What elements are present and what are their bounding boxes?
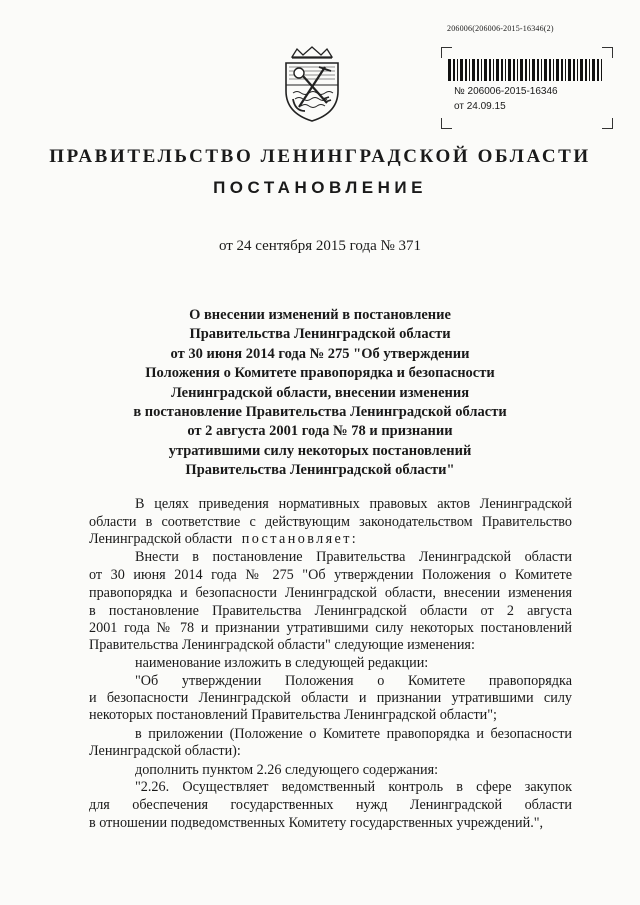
body-line: в приложении (Положение о Комитете правопорядка и безопасности: [135, 726, 572, 742]
body-line: в постановление Правительства Ленинградской области от 2 августа: [89, 603, 572, 619]
coat-of-arms-emblem: [279, 45, 345, 123]
body-line: дополнить пунктом 2.26 следующего содержания:: [135, 762, 439, 778]
body-line: некоторых постановлений Правительства Ленинградской области";: [89, 707, 497, 723]
government-title: ПРАВИТЕЛЬСТВО ЛЕНИНГРАДСКОЙ ОБЛАСТИ: [49, 146, 591, 167]
subject-line: Ленинградской области, внесении изменения: [170, 384, 470, 401]
body-line: правопорядка и безопасности Ленинградской области, внесении изменения: [89, 585, 572, 601]
body-line: Внести в постановление Правительства Ленинградской области: [135, 549, 572, 565]
body-line: Ленинградской области):: [89, 743, 241, 759]
body-line: от 30 июня 2014 года № 275 "Об утверждении Положения о Комитете: [89, 567, 572, 583]
registration-stamp: [441, 47, 613, 129]
document-date-line: от 24 сентября 2015 года № 371: [218, 238, 422, 254]
body-line: и безопасности Ленинградской области и признании утратившими силу: [89, 690, 572, 706]
subject-line: Правительства Ленинградской области": [185, 462, 455, 479]
body-line: [89, 531, 358, 549]
stamp-corner: [602, 47, 613, 58]
subject-line: утратившими силу некоторых постановлений: [168, 442, 472, 459]
body-line: области в соответствие с действующим законодательством Правительство: [89, 514, 572, 530]
stamp-date: от 24.09.15: [454, 101, 506, 112]
operative-word: постановляет:: [241, 531, 359, 547]
stamp-corner: [602, 118, 613, 129]
body-line: наименование изложить в следующей редакции:: [135, 655, 429, 671]
body-line: для обеспечения государственных нужд Ленинградской области: [89, 797, 572, 813]
subject-line: в постановление Правительства Ленинградской области: [133, 404, 507, 421]
body-line: В целях приведения нормативных правовых актов Ленинградской: [135, 496, 572, 512]
subject-line: от 2 августа 2001 года № 78 и признании: [187, 423, 453, 440]
subject-line: Положения о Комитете правопорядка и безопасности: [145, 365, 495, 382]
barcode: [448, 59, 606, 81]
registration-number-top: 206006(206006-2015-16346(2): [447, 24, 554, 33]
body-line: Правительства Ленинградской области" следующие изменения:: [89, 637, 475, 653]
body-line: "Об утверждении Положения о Комитете правопорядка: [135, 673, 572, 689]
stamp-number: № 206006-2015-16346: [454, 86, 558, 97]
subject-line: Правительства Ленинградской области: [189, 326, 451, 343]
stamp-corner: [441, 47, 452, 58]
body-line: в отношении подведомственных Комитету государственных учреждений.",: [89, 815, 544, 831]
document-subject: [120, 306, 520, 481]
body-line: "2.26. Осуществляет ведомственный контроль в сфере закупок: [135, 779, 572, 795]
subject-line: О внесении изменений в постановление: [189, 307, 451, 323]
subject-line: от 30 июня 2014 года № 275 "Об утверждении: [170, 345, 470, 362]
body-line: 2001 года № 78 и признании утратившими силу некоторых постановлений: [89, 620, 572, 636]
body-text: Ленинградской области: [89, 531, 233, 547]
stamp-corner: [441, 118, 452, 129]
document-type: ПОСТАНОВЛЕНИЕ: [213, 178, 427, 197]
